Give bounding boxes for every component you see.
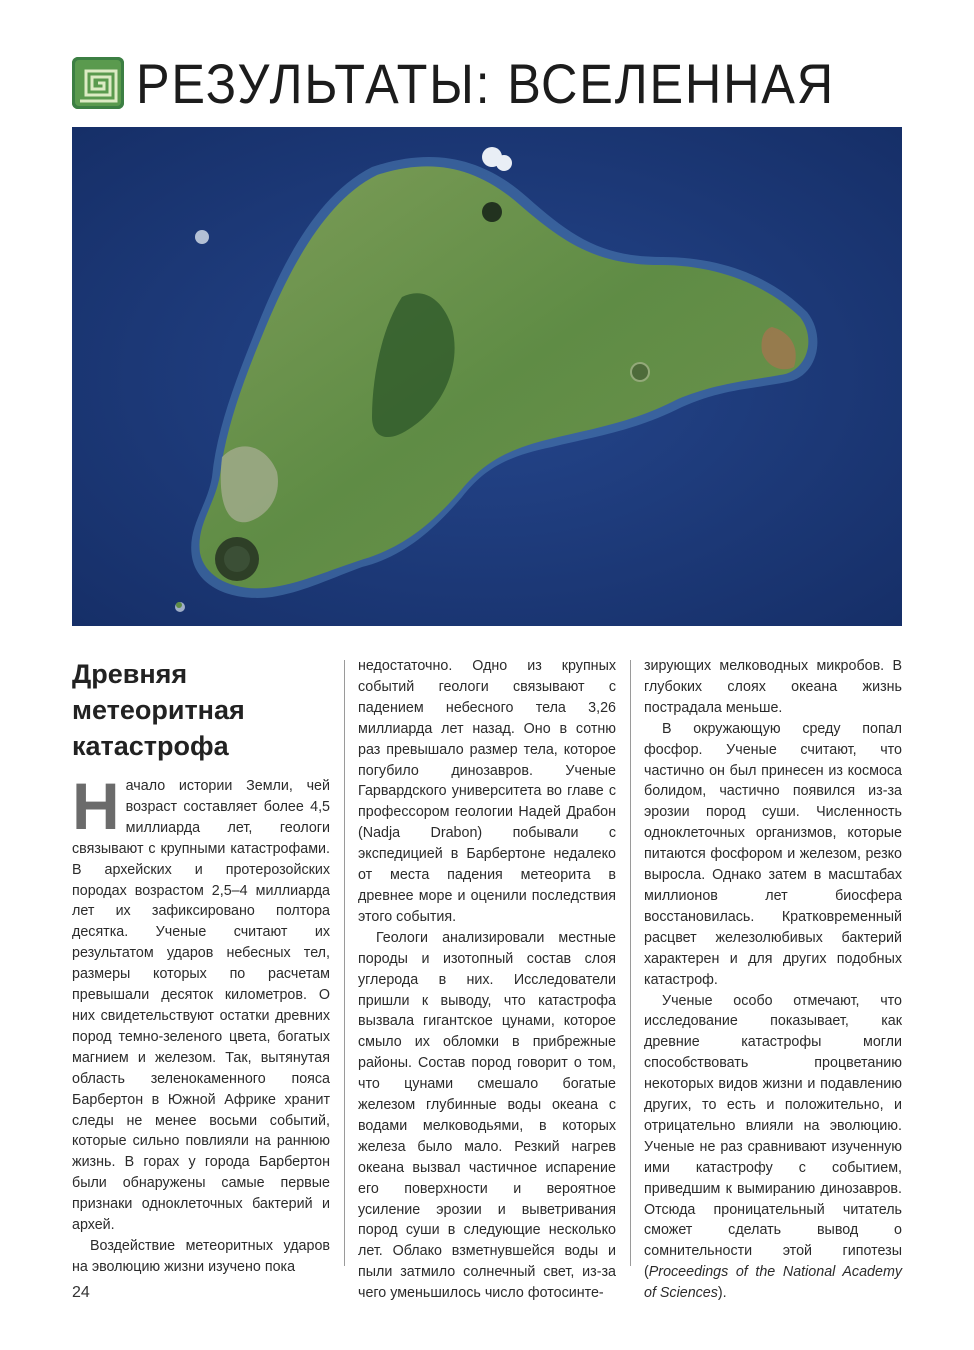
article-paragraph: Геологи анализировали местные породы и изотопный состав слоя углерода в них. Исследователи пришли к выводу, что катастрофа вызвала гигантское цунами, которое смыло их обломки в прибрежные районы. Состав пород говорит о том, что цунами смешало богатые железом глубинные воды океана с водами мелководьями, в которых железа было мало. Резкий нагрев океана вызвал частичное испарение его поверхности и вероятное усиление эрозии и выветривания пород суши в следующие несколько лет. Облако взметнувшейся воды и пыли затмило солнечный свет, из-за чего уменьшилось число фотосинте- [358,929,616,1302]
spiral-logo-icon [72,57,124,109]
article-paragraph [72,769,330,1236]
article-heading: Древняя метеоритная катастрофа [72,659,245,761]
article-paragraph: недостаточно. Одно из крупных событий геологи связывают с падением небесного тела 3,26 миллиарда лет назад. Оно в сотню раз превышало размер тела, которое погубило динозавров. Ученые Гарвардского университета во главе с профессором геологии Надей Драбон (Nadja Drabon) побывали с экспедицией в Барбертоне недалеко от места падения метеорита в древнее море и оценили последствия этого события. [358,658,616,925]
article-paragraph: Воздействие метеоритных ударов на эволюцию жизни изучено пока [72,1237,330,1275]
paragraph-text: Ученые особо отмечают, что исследование показывает, как древние катастрофы могли способствовать процветанию некоторых видов жизни и подавлению других, то есть и положительно, и отрицательно влияли на эволюцию. Ученые не раз сравнивают изученную ими катастрофу с событием, приведшим к вымиранию динозавров. Отсюда проницательный читатель сможет сделать вывод о сомнительности этой гипотезы ( [644,992,902,1281]
article-paragraph: В окружающую среду попал фосфор. Ученые считают, что частично он был принесен из космоса болидом, частично появился из-за эрозии пород суши. Численность одноклеточных организмов, которые питаются фосфором и железом, резко выросла. Однако затем в масштабах миллионов лет биосфера восстановилась. Кратковременный расцвет железолюбивых бактерий характерен и для других подобных катастроф. [644,720,902,988]
drop-cap: Н [72,769,120,843]
column-divider [630,660,631,1266]
article-paragraph [644,991,902,1305]
article-column-3 [644,656,902,1304]
column-divider [344,660,345,1266]
page-number: 24 [72,1284,90,1301]
article-column-1 [72,656,330,1278]
page-title: РЕЗУЛЬТАТЫ: ВСЕЛЕННАЯ [136,52,835,115]
paragraph-text: ). [717,1285,727,1302]
source-citation: Proceedings of the National Academy of Sciences [644,1264,902,1302]
article-paragraph: зирующих мелководных микробов. В глубоких слоях океана жизнь пострадала меньше. [644,658,902,716]
article-column-2 [358,656,616,1304]
satellite-photo [72,127,902,626]
paragraph-text: ачало истории Земли, чей возраст составляет более 4,5 миллиарда лет, геологи связывают с крупными катастрофами. В архейских и протерозойских породах возрастом 2,5–4 миллиарда лет их зафиксировано полтора десятка. Ученые считают их результатом ударов небесных тел, размеры которых по расчетам превышали десяток километров. О них свидетельствуют остатки древних пород темно-зеленого цвета, богатых магнием и железом. Так, вытянутая область зеленокаменного пояса Барбертон в Южной Африке хранит следы не менее восьми событий, которые сильно повлияли на раннюю жизнь. В горах у города Барбертон были обнаружены самые первые признаки одноклеточных бактерий и архей. [72,778,330,1234]
